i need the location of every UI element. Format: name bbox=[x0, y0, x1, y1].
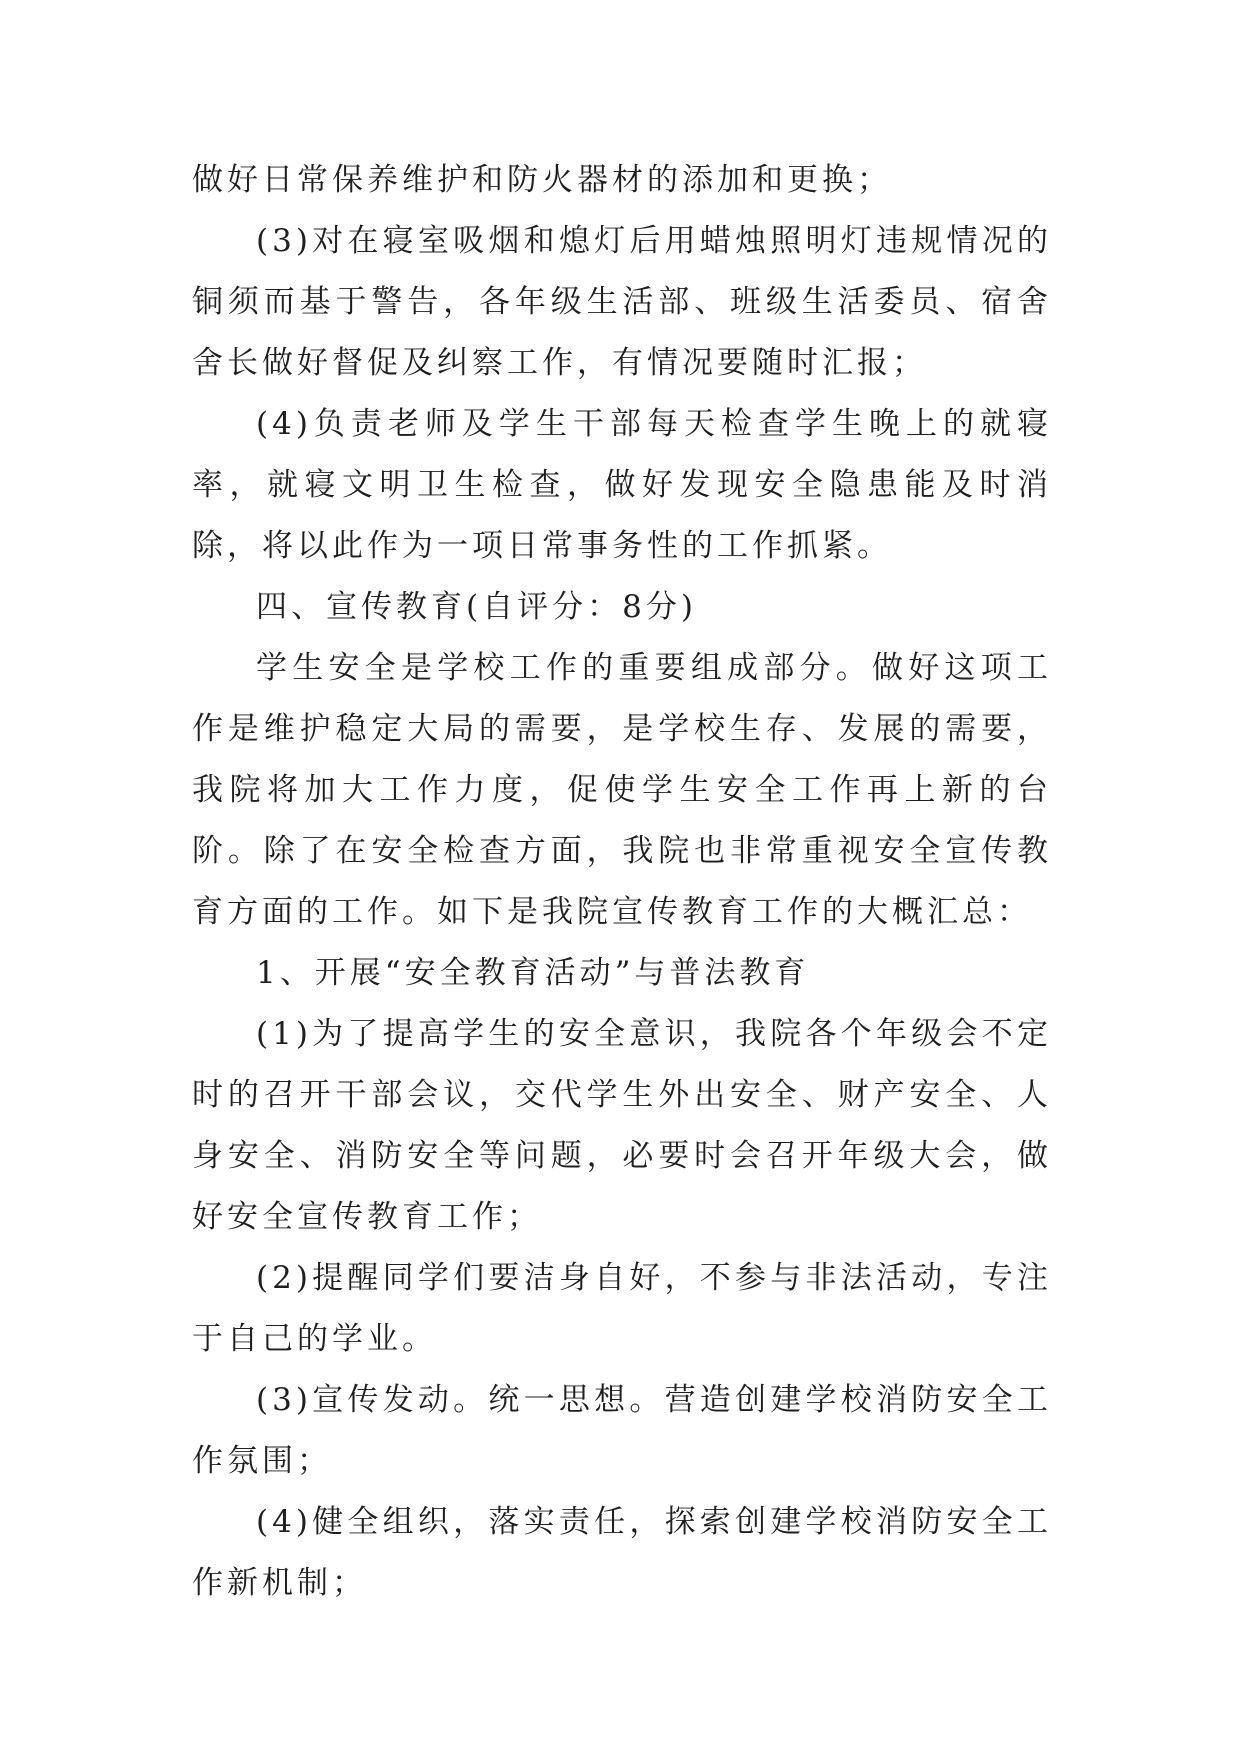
subheading-safety-activity: 1、开展“安全教育活动”与普法教育 bbox=[256, 955, 810, 991]
section-heading-publicity-education: 四、宣传教育(自评分：8分) bbox=[256, 589, 697, 625]
paragraph-item-1-awareness: (1)为了提高学生的安全意识，我院各个年级会不定时的召开干部会议，交代学生外出安全、财产安全、人身安全、消防安全等问题，必要时会召开年级大会，做好安全宣传教育工作； bbox=[192, 1016, 1052, 1235]
paragraph-item-4-inspection: (4)负责老师及学生干部每天检查学生晚上的就寝率，就寝文明卫生检查，做好发现安全隐患能及时消除，将以此作为一项日常事务性的工作抓紧。 bbox=[192, 406, 1052, 564]
paragraph-continuation: 做好日常保养维护和防火器材的添加和更换； bbox=[192, 162, 892, 198]
paragraph-item-3-dorm-rules: (3)对在寝室吸烟和熄灯后用蜡烛照明灯违规情况的铜须而基于警告，各年级生活部、班级生活委员、宿舍舍长做好督促及纠察工作，有情况要随时汇报； bbox=[192, 223, 1052, 381]
paragraph-item-4-organization: (4)健全组织，落实责任，探索创建学校消防安全工作新机制； bbox=[192, 1504, 1052, 1601]
paragraph-item-2-reminder: (2)提醒同学们要洁身自好，不参与非法活动，专注于自己的学业。 bbox=[192, 1260, 1052, 1357]
paragraph-student-safety: 学生安全是学校工作的重要组成部分。做好这项工作是维护稳定大局的需要，是学校生存、发展的需要，我院将加大工作力度，促使学生安全工作再上新的台阶。除了在安全检查方面，我院也非常重视安全宣传教育方面的工作。如下是我院宣传教育工作的大概汇总： bbox=[192, 650, 1052, 930]
paragraph-item-3-publicity: (3)宣传发动。统一思想。营造创建学校消防安全工作氛围； bbox=[192, 1382, 1052, 1479]
document-body bbox=[192, 150, 1052, 1614]
